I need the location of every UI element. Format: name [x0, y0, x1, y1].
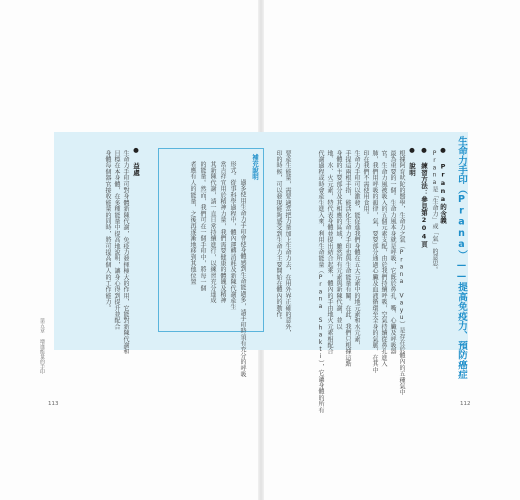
explain-line: 生命力手印可以激發，能促進我們身體在五大元素中的地元素和水元素，: [353, 150, 360, 349]
explain-line: 手提這兩根手指，能活化生命力手印也與生命能量有關。在此，我們只根據這點: [344, 150, 351, 367]
meaning-text: Prana是「生命力」或「氣」的意思。: [431, 150, 438, 273]
explain-line: 代謝過程或時會產生進入來，利用生命能量（Prana Shakti），它讓身體的所有: [317, 150, 324, 414]
page-number-right: 112: [460, 401, 471, 407]
section-title: 生命力手印（Prana）——提高免疫力、預防癌症: [456, 136, 467, 380]
explain-line: 根據阿育吠陀的醫學，生命力之氣（Prana Vayu）是存在於體內的五種氣中: [398, 150, 405, 396]
running-footer: 第五章 增進能量的手印: [39, 318, 45, 374]
supplement-box: [158, 148, 264, 378]
explain-line: 最為重要的一個。生命力風本身就是呼吸，它既於鼻孔、嘴、心臟及呼吸器: [389, 150, 396, 355]
benefit-line: 目標在本身體，在多種能量中提高地說明，讓身心得到提升並配合: [113, 150, 120, 330]
energy-line: 要產生能量，需要適當把力量加上生命力去，在用外界正確的意外，: [284, 150, 291, 336]
practice-heading: ● 練習方法：參見第204頁: [420, 146, 428, 248]
meaning-heading: ● Prana的含義: [439, 146, 447, 224]
energy-line: 印的時候，可以發現能夠感受到生命力主要開始在體內的動作。: [275, 150, 282, 324]
benefit-heading: ● 益處: [132, 146, 140, 176]
supplement-title: 補充說明: [251, 154, 259, 180]
supplement-line: 過多使用生命力手印會使身體感到生命能過多，請手印時須有充分的呼吸: [239, 179, 246, 378]
page-number-left: 113: [48, 401, 59, 407]
benefit-line: 生命力手印可對身體新陳代謝，免疫力發揮極大的作用，它能對新陳代謝和: [122, 150, 129, 355]
supplement-line: 其新陳代謝，請一直日常持續進行，以練習充分達成: [209, 161, 216, 304]
explain-line: 印在我們不需使用食用。: [362, 150, 369, 219]
explain-line: 地、水、火元素，特代表身體並提出結合起來，體內的手由地火元素相配合: [326, 150, 333, 355]
explain-line: 肺，我們用呼吸的韻律，氣，要要部分通過心臟及血液循環至全身的氣脈，在其中: [371, 150, 378, 374]
explain-line: 身體的主要部分及其相應的區域，雖然所有元素與新陳代謝，並以: [335, 150, 342, 330]
supplement-line: 者應有人的能量，之後再逐漸地移到其他位置: [189, 161, 196, 285]
benefit-line: 身體每個器官接收能量的同時，將可提高個人的工作能力。: [104, 150, 111, 312]
explain-line: 官。生命力風被吸入的五個元素支配，由於我們持續呼吸，空氣持續從鼻孔進入: [380, 150, 387, 367]
supplement-line: 當吉祥宜用於精神力量，我們需要健康的體魄及精神: [219, 161, 226, 304]
explain-heading: ● 說明: [408, 146, 416, 176]
supplement-line: 形式。從事科學過程中，體內運轉消耗及新陳代謝產生: [229, 161, 236, 310]
supplement-line: 的能量。然而，我們可在一個手印中，將每一個: [199, 161, 206, 292]
